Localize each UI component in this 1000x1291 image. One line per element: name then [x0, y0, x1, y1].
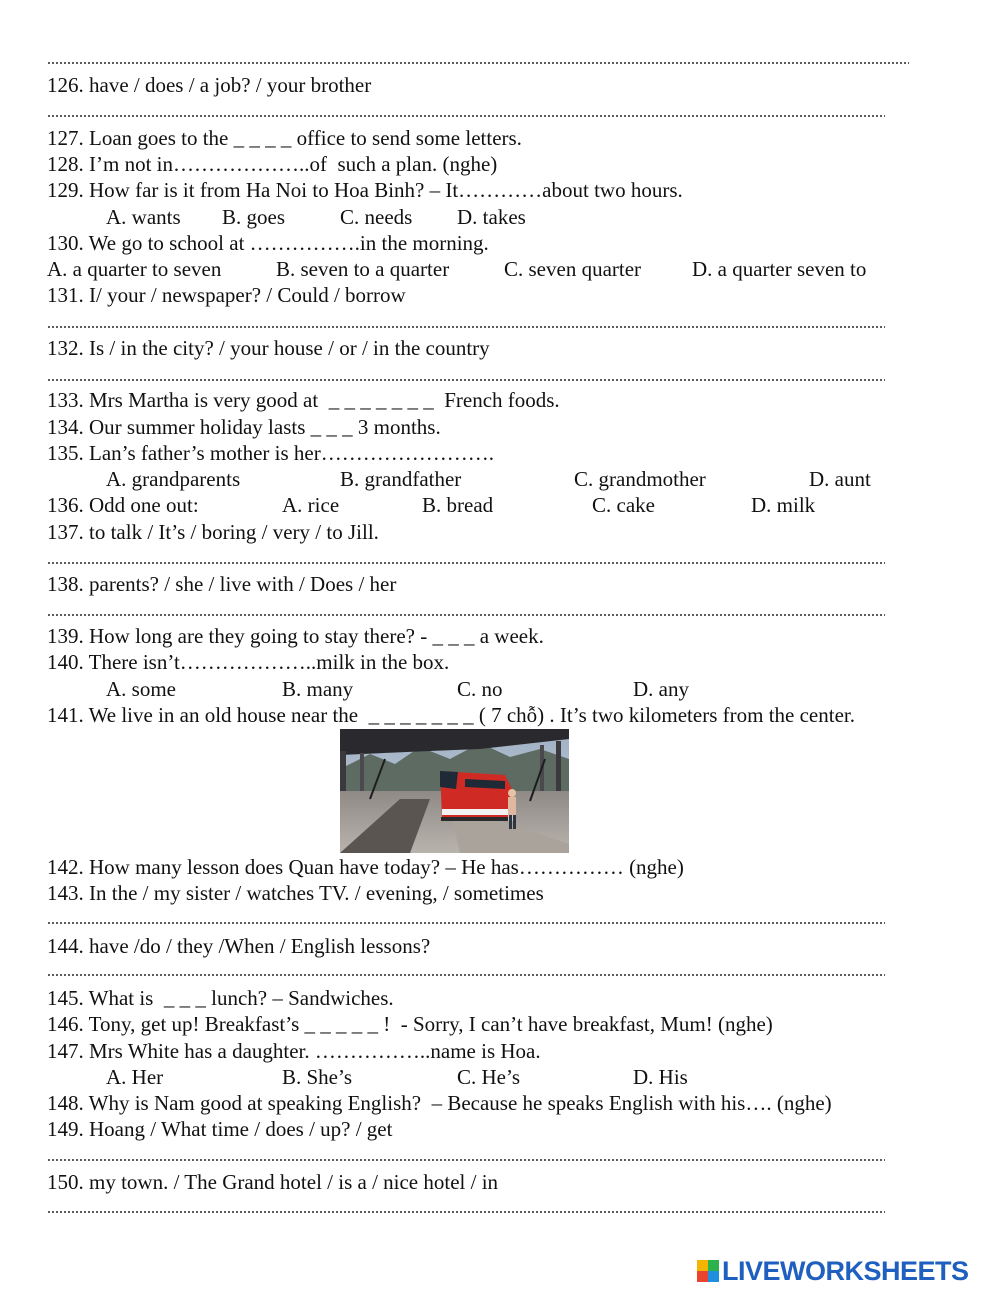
question-127: 127. Loan goes to the _ _ _ _ office to send some letters. [47, 126, 522, 150]
question-136: 136. Odd one out: [47, 493, 199, 517]
answer-line[interactable] [47, 612, 885, 618]
answer-line[interactable] [47, 972, 885, 978]
answer-line[interactable] [47, 60, 909, 66]
option-147-a[interactable]: A. Her [106, 1065, 164, 1089]
option-129-a[interactable]: A. wants [106, 205, 181, 229]
question-135: 135. Lan’s father’s mother is her……………………. [47, 441, 494, 465]
question-144: 144. have /do / they /When / English lessons? [47, 934, 431, 958]
option-135-a[interactable]: A. grandparents [106, 467, 241, 491]
option-129-d[interactable]: D. takes [457, 205, 526, 229]
question-139: 139. How long are they going to stay there? - _ _ _ a week. [47, 624, 544, 648]
question-130: 130. We go to school at …………….in the morning. [47, 231, 489, 255]
answer-line[interactable] [47, 920, 885, 926]
logo-text: LIVEWORKSHEETS [722, 1255, 969, 1286]
question-142: 142. How many lesson does Quan have today? – He has…………… (nghe) [47, 855, 684, 879]
option-135-b[interactable]: B. grandfather [340, 467, 462, 491]
answer-line[interactable] [47, 377, 885, 383]
option-130-b[interactable]: B. seven to a quarter [276, 257, 450, 281]
question-133: 133. Mrs Martha is very good at _ _ _ _ _ _ _ French foods. [47, 388, 560, 412]
question-138: 138. parents? / she / live with / Does / her [47, 572, 397, 596]
answer-line[interactable] [47, 324, 885, 330]
option-130-c[interactable]: C. seven quarter [504, 257, 642, 281]
answer-line[interactable] [47, 560, 885, 566]
option-140-c[interactable]: C. no [457, 677, 503, 701]
liveworksheets-logo [697, 1255, 969, 1287]
option-136-b[interactable]: B. bread [422, 493, 494, 517]
question-143: 143. In the / my sister / watches TV. / evening, / sometimes [47, 881, 544, 905]
question-149: 149. Hoang / What time / does / up? / get [47, 1117, 393, 1141]
option-130-a[interactable]: A. a quarter to seven [47, 257, 222, 281]
question-134: 134. Our summer holiday lasts _ _ _ 3 months. [47, 415, 441, 439]
question-132: 132. Is / in the city? / your house / or / in the country [47, 336, 490, 360]
option-140-b[interactable]: B. many [282, 677, 354, 701]
question-140: 140. There isn’t………………..milk in the box. [47, 650, 450, 674]
option-147-c[interactable]: C. He’s [457, 1065, 520, 1089]
option-140-a[interactable]: A. some [106, 677, 176, 701]
option-130-d[interactable]: D. a quarter seven to [692, 257, 867, 281]
question-128: 128. I’m not in………………..of such a plan. (nghe) [47, 152, 498, 176]
question-129: 129. How far is it from Ha Noi to Hoa Binh? – It…………about two hours. [47, 178, 683, 202]
logo-mark-icon [697, 1260, 719, 1282]
option-136-a[interactable]: A. rice [282, 493, 340, 517]
option-129-b[interactable]: B. goes [222, 205, 285, 229]
option-129-c[interactable]: C. needs [340, 205, 413, 229]
option-147-d[interactable]: D. His [633, 1065, 688, 1089]
option-136-d[interactable]: D. milk [751, 493, 816, 517]
question-131: 131. I/ your / newspaper? / Could / borrow [47, 283, 406, 307]
answer-line[interactable] [47, 1157, 885, 1163]
question-147: 147. Mrs White has a daughter. ……………..name is Hoa. [47, 1039, 541, 1063]
train-station-photo [340, 729, 569, 853]
option-135-c[interactable]: C. grandmother [574, 467, 706, 491]
question-148: 148. Why is Nam good at speaking English? – Because he speaks English with his…. (nghe) [47, 1091, 832, 1115]
question-137: 137. to talk / It’s / boring / very / to Jill. [47, 520, 379, 544]
option-136-c[interactable]: C. cake [592, 493, 655, 517]
option-135-d[interactable]: D. aunt [809, 467, 871, 491]
answer-line[interactable] [47, 113, 885, 119]
option-147-b[interactable]: B. She’s [282, 1065, 353, 1089]
answer-line[interactable] [47, 1209, 885, 1215]
question-146: 146. Tony, get up! Breakfast’s _ _ _ _ _ ! - Sorry, I can’t have breakfast, Mum! (nghe) [47, 1012, 773, 1036]
option-140-d[interactable]: D. any [633, 677, 689, 701]
question-150: 150. my town. / The Grand hotel / is a / nice hotel / in [47, 1170, 499, 1194]
question-141: 141. We live in an old house near the _ _ _ _ _ _ _ ( 7 chỗ) . It’s two kilometers from the center. [47, 703, 855, 727]
question-145: 145. What is _ _ _ lunch? – Sandwiches. [47, 986, 394, 1010]
question-126: 126. have / does / a job? / your brother [47, 73, 372, 97]
